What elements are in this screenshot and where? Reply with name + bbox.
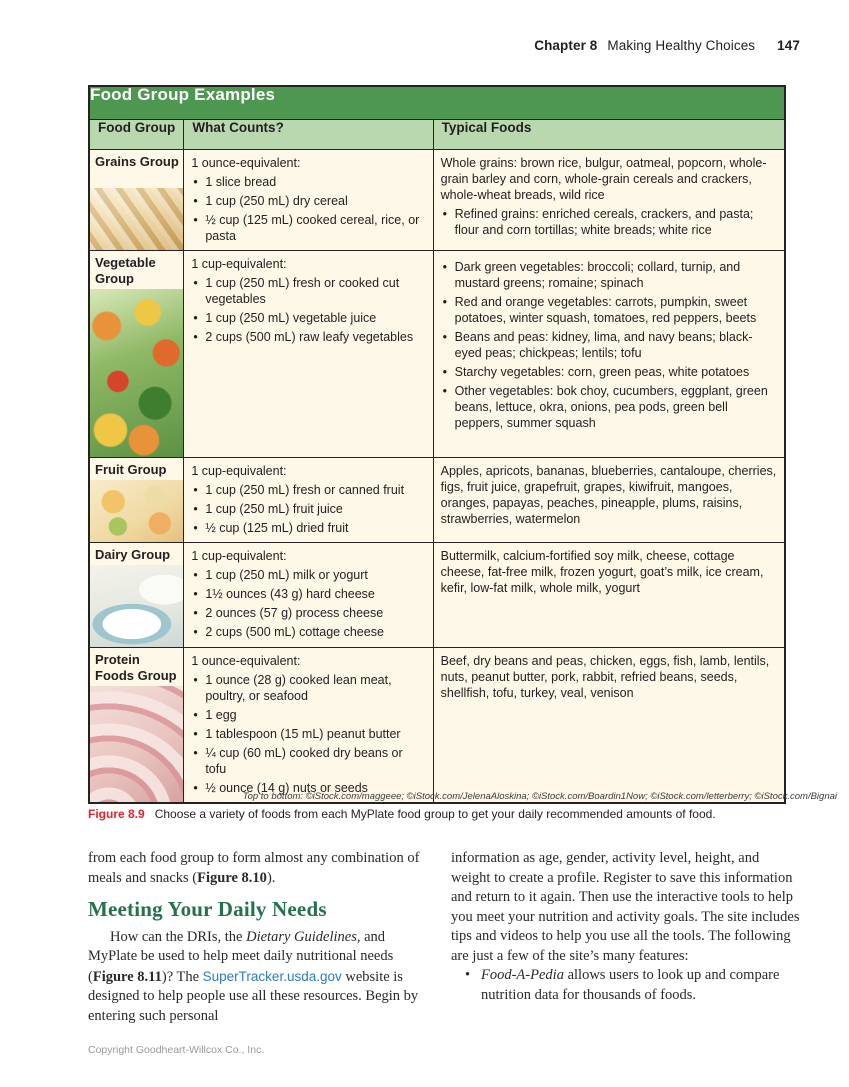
list-item: • Starchy vegetables: corn, green peas, white potatoes: [441, 364, 777, 380]
table-row-fruit: [89, 457, 785, 542]
grains-counts-cell: [184, 149, 433, 250]
figure-caption: [88, 806, 804, 822]
table-row-grains: [89, 149, 785, 250]
paragraph-text: ).: [266, 869, 276, 886]
column-header-typical-foods: Typical Foods: [433, 119, 785, 149]
paragraph-text: from each food group to form almost any combination of meals and snacks (: [88, 850, 420, 886]
list-item: • ¼ cup (60 mL) cooked dry beans or tofu: [191, 745, 425, 777]
list-item: • 1 cup (250 mL) fruit juice: [191, 501, 425, 517]
paragraph: information as age, gender, activity level, height, and weight to create a profile. Register to save this information and return to it again. Then use the interactive tools to help you meet your nutrition and activity goals. The site includes tips and videos to help you use all the tools. The following are just a few of the site’s many features:: [451, 850, 800, 964]
group-label: Vegetable Group: [95, 254, 156, 286]
dairy-foods-cell: [433, 542, 785, 647]
list-item: • Other vegetables: bok choy, cucumbers, eggplant, green beans, lettuce, okra, onions, pea pods, green bell peppers, summer squash: [441, 383, 777, 431]
list-item: • 1 cup (250 mL) fresh or canned fruit: [191, 482, 425, 498]
list-item: • 1 egg: [191, 707, 425, 723]
paragraph: [88, 849, 437, 888]
right-column: [451, 849, 800, 1026]
protein-foods-cell: [433, 647, 785, 803]
paragraph-text: allows users to look up and compare nutrition data for thousands of foods.: [481, 967, 780, 1003]
fruit-salad-photo: [90, 480, 183, 542]
counts-list: [191, 174, 425, 244]
figure-reference: Figure 8.10: [197, 869, 267, 886]
foods-list: [441, 206, 777, 238]
dairy-group-cell: [89, 542, 184, 647]
paragraph-text: website is designed to help people use all these resources. Begin by entering such personal: [88, 968, 419, 1024]
table-title-bar: [89, 86, 785, 119]
counts-title: 1 ounce-equivalent:: [191, 155, 301, 170]
group-label: Dairy Group: [95, 546, 171, 562]
section-heading: Meeting Your Daily Needs: [88, 897, 327, 921]
list-item: • 1 slice bread: [191, 174, 425, 190]
photo-credit: Top to bottom: ©iStock.com/maggeee; ©iStock.com/JelenaAloskina; ©iStock.com/Boardin1Now; ©iStock.com/letterberry; ©iStock.com/Bignai: [242, 791, 837, 802]
group-label: Protein Foods Group: [95, 651, 177, 683]
foods-lead: Beef, dry beans and peas, chicken, eggs, fish, lamb, lentils, nuts, peanut butter, pork, rabbit, refried beans, seeds, shellfish, tofu, turkey, veal, venison: [440, 653, 770, 700]
protein-counts-cell: [184, 647, 433, 803]
list-item: • 1 ounce (28 g) cooked lean meat, poultry, or seafood: [191, 672, 425, 704]
fish-fillets-photo: [90, 686, 183, 802]
list-item: • 1 tablespoon (15 mL) peanut butter: [191, 726, 425, 742]
left-column: [88, 849, 437, 1026]
paragraph-text: How can the DRIs, the: [110, 928, 247, 945]
list-item: • 1 cup (250 mL) dry cereal: [191, 193, 425, 209]
list-item: • 2 ounces (57 g) process cheese: [191, 605, 425, 621]
counts-list: [191, 672, 425, 796]
foods-lead: Apples, apricots, bananas, blueberries, cantaloupe, cherries, figs, fruit juice, grapefruit, grapes, kiwifruit, mangoes, oranges, papayas, peaches, pineapple, plums, raisins, strawberries, watermelon: [440, 463, 777, 526]
counts-title: 1 cup-equivalent:: [191, 548, 287, 563]
list-item: • ½ cup (125 mL) cooked cereal, rice, or pasta: [191, 212, 425, 244]
counts-title: 1 cup-equivalent:: [191, 463, 287, 478]
figure-label: Figure 8.9: [88, 807, 145, 821]
list-item: • ½ cup (125 mL) dried fruit: [191, 520, 425, 536]
counts-list: [191, 482, 425, 536]
mixed-vegetables-photo: [90, 289, 183, 457]
paragraph-text: , and MyPlate be used to help meet daily nutritional needs (: [88, 928, 394, 985]
table-header-row: [89, 119, 785, 149]
counts-list: [191, 275, 425, 345]
feature-bullet: [451, 966, 800, 1005]
fruit-counts-cell: [184, 457, 433, 542]
column-header-food-group: Food Group: [89, 119, 184, 149]
figure-caption-text: Choose a variety of foods from each MyPlate food group to get your daily recommended amounts of food.: [154, 807, 716, 821]
list-item: • ½ ounce (14 g) nuts or seeds: [191, 780, 425, 796]
list-item: • 1 cup (250 mL) milk or yogurt: [191, 567, 425, 583]
table-row-dairy: [89, 542, 785, 647]
grains-group-cell: [89, 149, 184, 250]
group-label: Fruit Group: [95, 461, 167, 477]
foods-lead: Whole grains: brown rice, bulgur, oatmeal, popcorn, whole-grain barley and corn, whole-grain cereals and crackers, whole-wheat breads, wild rice: [440, 155, 767, 202]
list-item: • Beans and peas: kidney, lima, and navy beans; black-eyed peas; chickpeas; lentils; tofu: [441, 329, 777, 361]
chapter-label: Chapter 8: [534, 38, 598, 53]
paragraph-text: )? The: [161, 968, 203, 985]
fruit-group-cell: [89, 457, 184, 542]
list-item: • 1 cup (250 mL) vegetable juice: [191, 310, 425, 326]
foods-lead: Buttermilk, calcium-fortified soy milk, cheese, cottage cheese, fat-free milk, frozen yogurt, goat’s milk, ice cream, kefir, low-fat milk, whole milk, yogurt: [440, 548, 764, 595]
column-header-what-counts: What Counts?: [184, 119, 433, 149]
page-number: 147: [777, 38, 800, 53]
dairy-products-photo: [90, 565, 183, 647]
figure-reference: Figure 8.11: [92, 968, 162, 985]
running-head: [534, 38, 800, 53]
table-row-vegetable: [89, 250, 785, 457]
dairy-counts-cell: [184, 542, 433, 647]
list-item: • Dark green vegetables: broccoli; collard, turnip, and mustard greens; romaine; spinach: [441, 259, 777, 291]
list-item: • 2 cups (500 mL) cottage cheese: [191, 624, 425, 640]
feature-name: Food-A-Pedia: [481, 967, 564, 983]
table-row-protein: [89, 647, 785, 803]
body-text: [88, 849, 800, 1026]
vegetable-foods-cell: [433, 250, 785, 457]
publication-title: Dietary Guidelines: [246, 928, 357, 945]
list-item: • Red and orange vegetables: carrots, pumpkin, sweet potatoes, winter squash, tomatoes, red peppers, beets: [441, 294, 777, 326]
counts-title: 1 cup-equivalent:: [191, 256, 287, 271]
copyright-notice: Copyright Goodheart-Willcox Co., Inc.: [88, 1044, 265, 1056]
counts-list: [191, 567, 425, 640]
foods-list: [441, 259, 777, 431]
list-item: • 2 cups (500 mL) raw leafy vegetables: [191, 329, 425, 345]
group-label: Grains Group: [95, 153, 179, 169]
protein-group-cell: [89, 647, 184, 803]
counts-title: 1 ounce-equivalent:: [191, 653, 301, 668]
supertracker-link[interactable]: SuperTracker.usda.gov: [202, 968, 342, 984]
pasta-photo: [90, 188, 183, 250]
chapter-title: Making Healthy Choices: [607, 38, 756, 53]
fruit-foods-cell: [433, 457, 785, 542]
list-item: • 1 cup (250 mL) fresh or cooked cut vegetables: [191, 275, 425, 307]
vegetable-group-cell: [89, 250, 184, 457]
vegetable-counts-cell: [184, 250, 433, 457]
table-title: Food Group Examples: [89, 86, 785, 119]
list-item: • 1½ ounces (43 g) hard cheese: [191, 586, 425, 602]
food-group-table: [88, 85, 786, 804]
paragraph: [88, 928, 437, 1027]
list-item: • Refined grains: enriched cereals, crackers, and pasta; flour and corn tortillas; white breads; white rice: [441, 206, 777, 238]
grains-foods-cell: [433, 149, 785, 250]
